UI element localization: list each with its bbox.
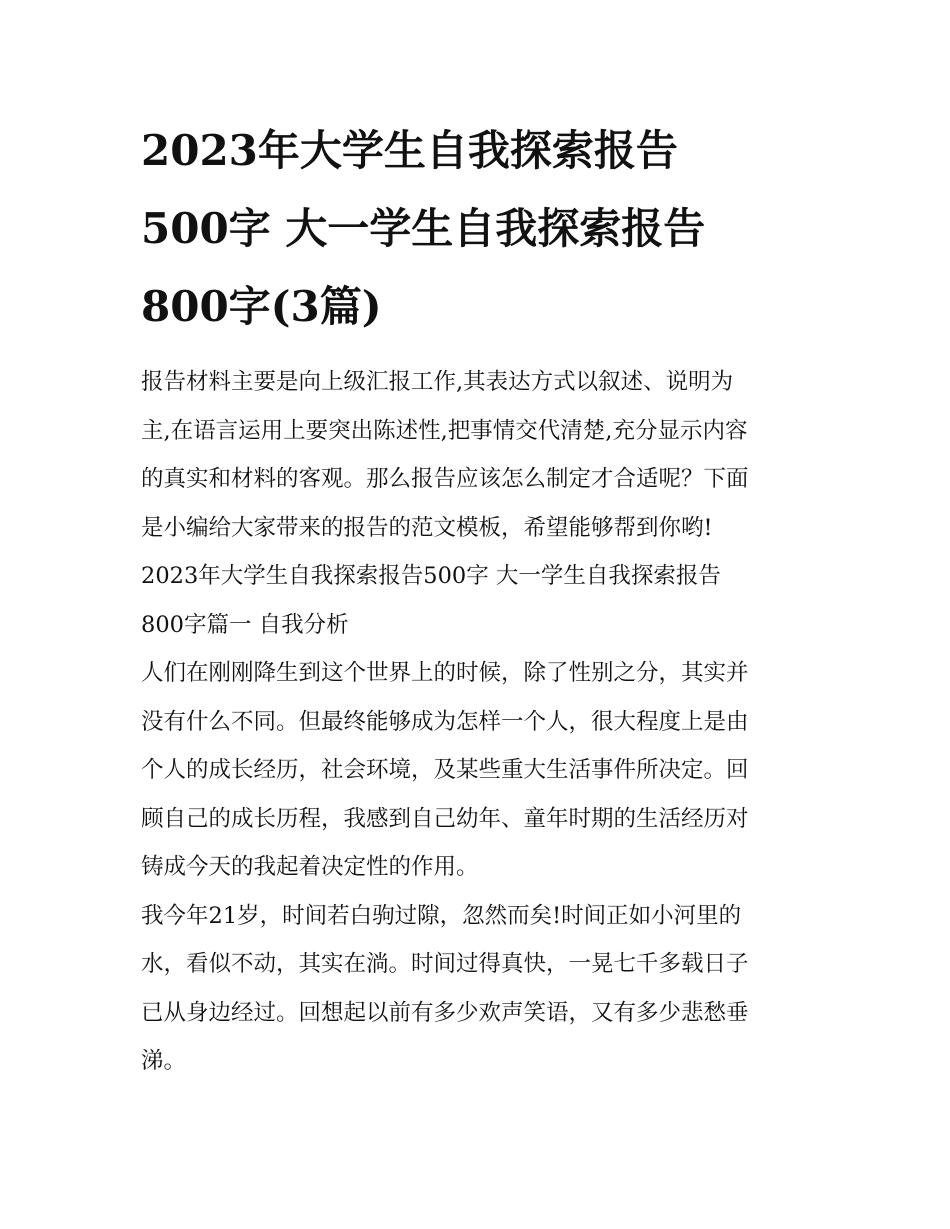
text-line: 铸成今天的我起着决定性的作用。 bbox=[141, 854, 479, 880]
text-line: 顾自己的成长历程，我感到自己幼年、童年时期的生活经历对 bbox=[141, 805, 749, 832]
body-paragraph bbox=[141, 649, 821, 892]
text-line: 人们在刚刚降生到这个世界上的时候，除了性别之分，其实并 bbox=[141, 660, 749, 686]
document-page bbox=[141, 112, 821, 1086]
text-line: 我今年21岁，时间若白驹过隙，忽然而矣!时间正如小河里的 bbox=[141, 902, 742, 929]
text-line: 没有什么不同。但最终能够成为怎样一个人，很大程度上是由 bbox=[141, 708, 749, 735]
text-line: 涕。 bbox=[141, 1048, 187, 1074]
text-line: 报告材料主要是向上级汇报工作,其表达方式以叙述、说明为 bbox=[141, 369, 734, 395]
text-line: 2023年大学生自我探索报告500字 大一学生自我探索报告 bbox=[141, 563, 721, 589]
section-heading bbox=[141, 552, 821, 649]
title-line: 2023年大学生自我探索报告 bbox=[141, 126, 678, 175]
text-line: 个人的成长经历，社会环境，及某些重大生活事件所决定。回 bbox=[141, 757, 749, 783]
text-line: 主,在语言运用上要突出陈述性,把事情交代清楚,充分显示内容 bbox=[141, 417, 748, 444]
document-title bbox=[141, 112, 821, 346]
text-line: 水，看似不动，其实在淌。时间过得真快，一晃七千多载日子 bbox=[141, 951, 749, 977]
text-line: 800字篇一 自我分析 bbox=[141, 611, 349, 638]
document-body bbox=[141, 358, 821, 1086]
text-line: 是小编给大家带来的报告的范文模板，希望能够帮到你哟! bbox=[141, 514, 713, 541]
text-line: 已从身边经过。回想起以前有多少欢声笑语，又有多少悲愁垂 bbox=[141, 999, 749, 1026]
intro-paragraph bbox=[141, 358, 821, 552]
text-line: 的真实和材料的客观。那么报告应该怎么制定才合适呢？下面 bbox=[141, 466, 749, 492]
body-paragraph bbox=[141, 892, 821, 1086]
title-line: 500字 大一学生自我探索报告 bbox=[141, 204, 706, 253]
title-line: 800字(3篇) bbox=[141, 282, 382, 331]
